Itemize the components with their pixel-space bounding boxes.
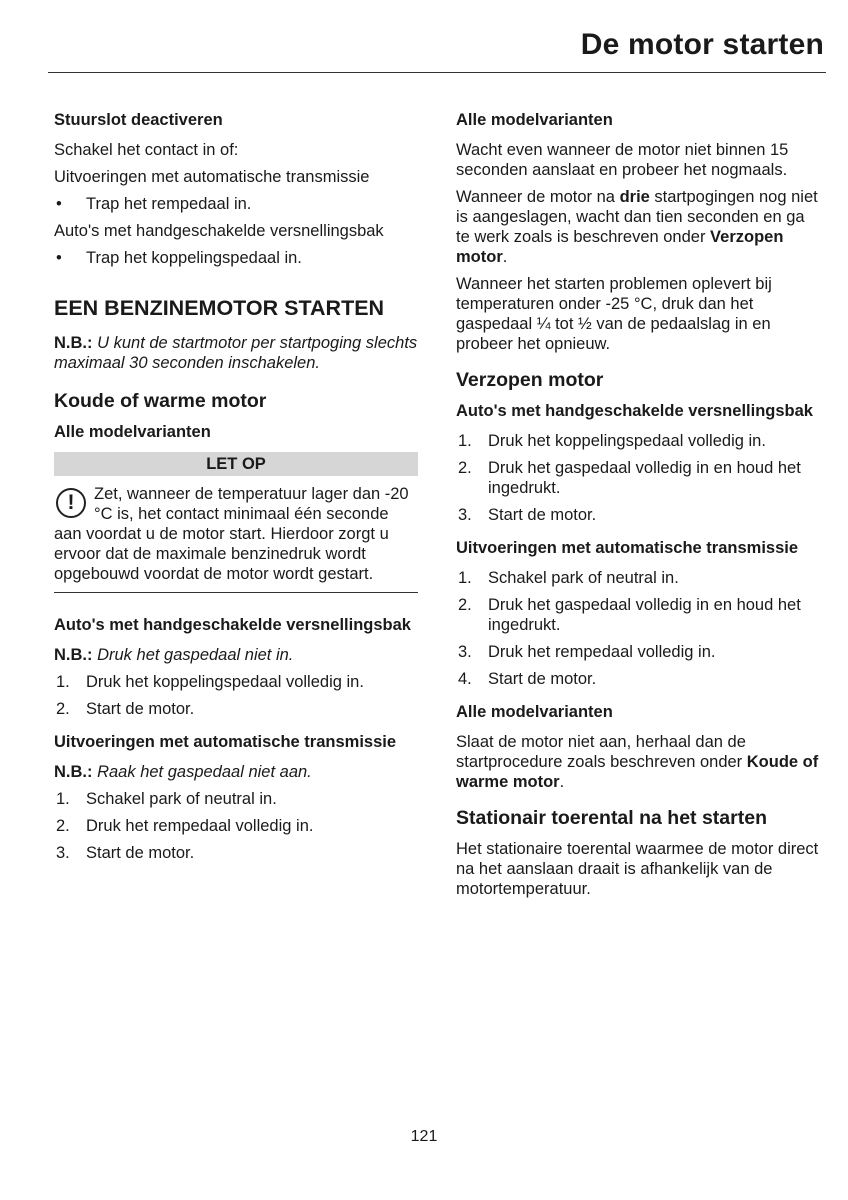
list-item (456, 431, 822, 451)
step-text: Schakel park of neutral in. (86, 790, 277, 808)
step-number: 1. (56, 790, 70, 808)
step-text: Start de motor. (86, 844, 195, 862)
paragraph: Schakel het contact in of: (54, 141, 239, 159)
subsection-heading: Uitvoeringen met automatische transmissie (456, 539, 799, 557)
cross-reference: Koude of warme motor (456, 753, 819, 791)
emphasis: drie (619, 188, 650, 206)
warning-icon: ! (56, 488, 86, 518)
step-number: 2. (458, 459, 472, 477)
list-item (54, 194, 418, 214)
note-text: Raak het gaspedaal niet aan. (97, 763, 312, 781)
step-text: Start de motor. (488, 670, 597, 688)
step-number: 3. (458, 506, 472, 524)
step-number: 3. (56, 844, 70, 862)
list-item (54, 248, 418, 268)
step-number: 1. (56, 673, 70, 691)
text-run: startpogingen nog niet is aangeslagen, wacht dan tien seconden en ga te werk zoals is beschreven onder (456, 188, 818, 246)
warning-text: Zet, wanneer de temperatuur lager dan -20 °C is, het contact minimaal één seconde aan voordat u de motor start. Hierdoor zorgt u ervoor dat de maximale benzinedruk wordt opgebouwd voordat de motor wordt gestart. (54, 485, 409, 583)
list-item (54, 672, 418, 692)
note (54, 645, 418, 665)
bullet-marker: • (56, 249, 62, 267)
list-item (456, 568, 822, 588)
list-item (456, 642, 822, 662)
section-heading: Koude of warme motor (54, 390, 267, 412)
list-item (54, 843, 418, 863)
numbered-list (456, 568, 822, 689)
step-text: Druk het gaspedaal volledig in en houd het ingedrukt. (488, 596, 801, 634)
step-number: 1. (458, 432, 472, 450)
subsection-heading: Alle modelvarianten (456, 703, 613, 721)
step-text: Druk het gaspedaal volledig in en houd het ingedrukt. (488, 459, 801, 497)
chapter-heading: EEN BENZINEMOTOR STARTEN (54, 296, 385, 320)
step-number: 2. (458, 596, 472, 614)
subsection-heading: Uitvoeringen met automatische transmissie (54, 733, 397, 751)
step-number: 2. (56, 700, 70, 718)
step-number: 3. (458, 643, 472, 661)
step-text: Druk het koppelingspedaal volledig in. (86, 673, 364, 691)
step-number: 2. (56, 817, 70, 835)
note-label: N.B.: (54, 646, 93, 664)
paragraph (456, 187, 822, 267)
step-text: Schakel park of neutral in. (488, 569, 679, 587)
note (54, 762, 418, 782)
paragraph: Wanneer het starten problemen oplevert bij temperaturen onder -25 °C, druk dan het gaspedaal ¼ tot ½ van de pedaalslag in en probeer het opnieuw. (456, 275, 772, 353)
bullet-list (54, 248, 418, 268)
paragraph: Wacht even wanneer de motor niet binnen 15 seconden aanslaat en probeer het nogmaals. (456, 141, 789, 179)
right-column (456, 110, 822, 906)
section-heading: Alle modelvarianten (456, 111, 613, 129)
numbered-list (54, 789, 418, 863)
text-run: . (502, 248, 508, 266)
warning-header: LET OP (54, 452, 418, 476)
numbered-list (54, 672, 418, 719)
list-item (456, 595, 822, 635)
list-item-text: Trap het rempedaal in. (86, 195, 252, 213)
text-run: . (559, 773, 565, 791)
step-text: Druk het koppelingspedaal volledig in. (488, 432, 766, 450)
step-number: 4. (458, 670, 472, 688)
list-item (54, 789, 418, 809)
note-text: U kunt de startmotor per startpoging slechts maximaal 30 seconden inschakelen. (54, 334, 418, 372)
section-heading: Verzopen motor (456, 369, 604, 391)
subsection-heading: Alle modelvarianten (54, 423, 211, 441)
paragraph: Uitvoeringen met automatische transmissie (54, 168, 370, 186)
bullet-list (54, 194, 418, 214)
note (54, 333, 418, 373)
bullet-marker: • (56, 195, 62, 213)
warning-body (54, 484, 418, 584)
text-run: Slaat de motor niet aan, herhaal dan de startprocedure zoals beschreven onder (456, 733, 747, 771)
list-item (54, 699, 418, 719)
subsection-heading: Auto's met handgeschakelde versnellingsbak (456, 402, 813, 420)
list-item-text: Trap het koppelingspedaal in. (86, 249, 302, 267)
subsection-heading: Auto's met handgeschakelde versnellingsbak (54, 616, 411, 634)
section-heading: Stuurslot deactiveren (54, 111, 223, 129)
cross-reference: Verzopen motor (456, 228, 784, 266)
paragraph: Het stationaire toerental waarmee de motor direct na het aanslaan draait is afhankelijk van de motortemperatuur. (456, 840, 819, 898)
warning-divider (54, 592, 418, 593)
section-heading: Stationair toerental na het starten (456, 807, 767, 829)
step-number: 1. (458, 569, 472, 587)
list-item (54, 816, 418, 836)
paragraph (456, 732, 822, 792)
step-text: Druk het rempedaal volledig in. (86, 817, 314, 835)
page-title: De motor starten (580, 28, 824, 61)
note-label: N.B.: (54, 334, 93, 352)
list-item (456, 505, 822, 525)
left-column (54, 110, 418, 870)
title-divider (48, 72, 826, 73)
page-number: 121 (410, 1128, 438, 1145)
note-text: Druk het gaspedaal niet in. (97, 646, 294, 664)
note-label: N.B.: (54, 763, 93, 781)
numbered-list (456, 431, 822, 525)
list-item (456, 458, 822, 498)
list-item (456, 669, 822, 689)
step-text: Druk het rempedaal volledig in. (488, 643, 716, 661)
step-text: Start de motor. (488, 506, 597, 524)
paragraph: Auto's met handgeschakelde versnellingsbak (54, 222, 384, 240)
step-text: Start de motor. (86, 700, 195, 718)
text-run: Wanneer de motor na (456, 188, 620, 206)
